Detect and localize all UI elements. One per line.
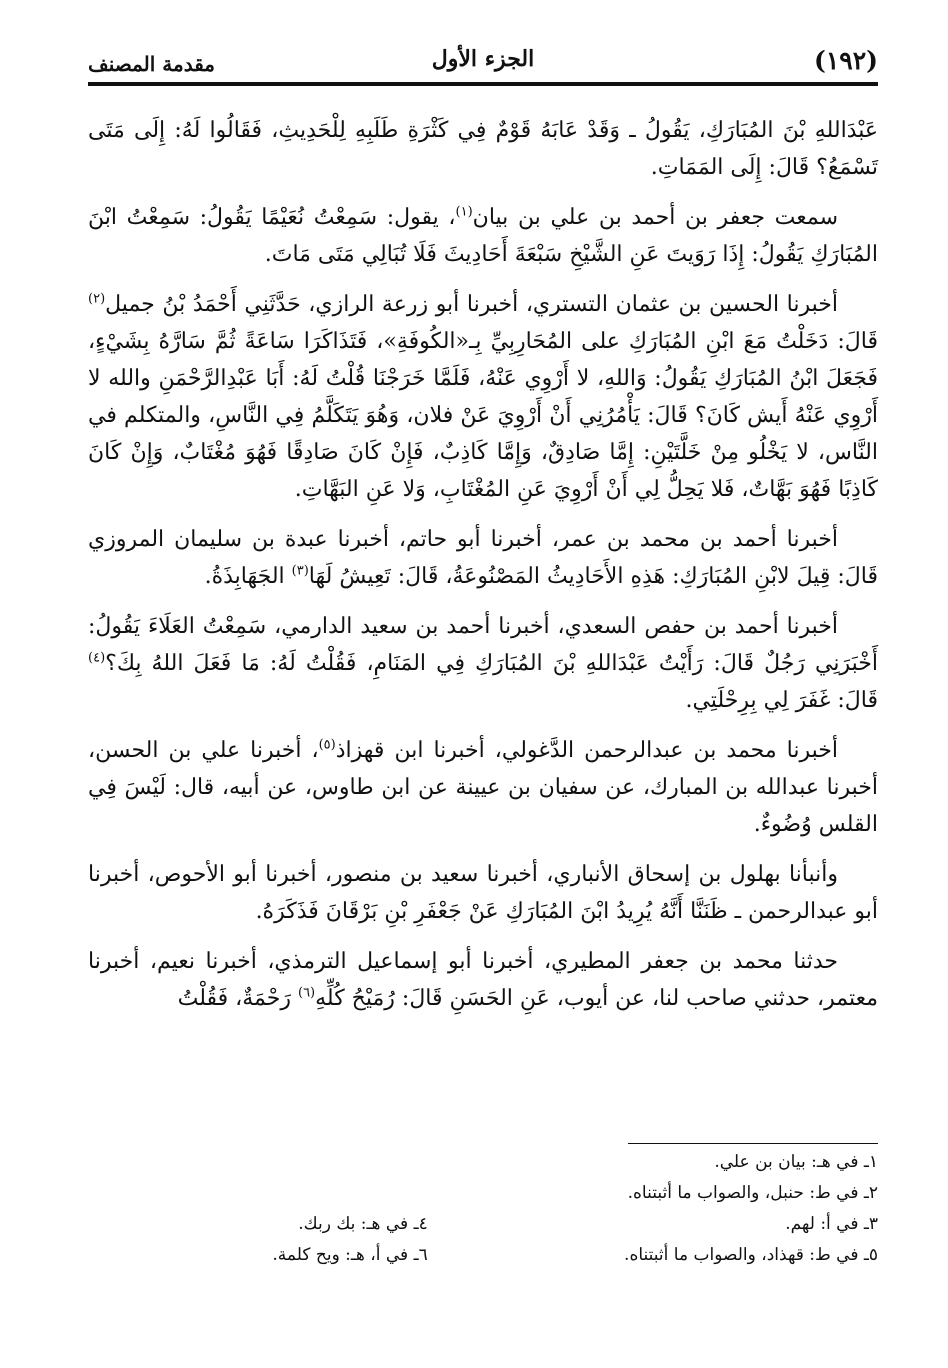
section-title: مقدمة المصنف — [88, 52, 216, 76]
footnote-row — [88, 1178, 878, 1209]
paragraph-6: أخبرنا محمد بن عبدالرحمن الدَّغولي، أخبرنا ابن قهزاذ$^{(٥)}$، أخبرنا علي بن الحسن، أخبرنا عبدالله بن المبارك، عن سفيان بن عيينة عن ابن طاوس، عن أبيه، قال: لَيْسَ فِي القلس وُضُوءٌ. — [88, 737, 878, 837]
paragraph-1: عَبْدَاللهِ بْنَ المُبَارَكِ، يَقُولُ ـ وَقَدْ عَابَهُ قَوْمٌ فِي كَثْرَةِ طَلَبِهِ لِلْحَدِيثِ، فَقَالُوا لَهُ: إِلَى مَتَى تَسْمَعُ؟ قَالَ: إِلَى المَمَاتِ. — [88, 118, 878, 180]
footnote-ref-2: (٢) — [88, 291, 106, 307]
paragraph-3: أخبرنا الحسين بن عثمان التستري، أخبرنا أبو زرعة الرازي، حَدَّثَنِي أَحْمَدُ بْنُ جميل$^{(٢)}$ قَالَ: دَخَلْتُ مَعَ ابْنِ المُبَارَكِ على المُحَارِبِيِّ بِـ«الكُوفَةِ»، فَتَذَاكَرَا سَاعَةً ثُمَّ سَارَّهُ بِشَيْءٍ، فَجَعَلَ ابْنُ المُبَارَكِ يَقُولُ: وَاللهِ، لا أَرْوِي عَنْهُ، فَلَمَّا خَرَجْنَا قُلْتُ لَهُ: أَبَا عَبْدِالرَّحْمَنِ والله لا أَرْوِي عَنْهُ أَيش كَانَ؟ قَالَ: يَأْمُرُنِي أَنْ أَرْوِيَ عَنْ فلان، وَهُوَ يَتَكَلَّمُ فِي النَّاسِ، والمتكلم في النَّاس، لا يَخْلُو مِنْ خَلَّتَيْنِ: إِمَّا صَادِقٌ، وَإِمَّا كَاذِبٌ، فَإِنْ كَانَ صَادِقًا فَهُوَ مُغْتَابٌ، وَإِنْ كَانَ كَاذِبًا فَهُوَ بَهَّاتٌ، فَلا يَحِلُّ لِي أَنْ أَرْوِيَ عَنِ المُغْتَابِ، وَلا عَنِ البَهَّاتِ. — [88, 291, 878, 502]
footnotes — [88, 1147, 878, 1271]
page-number: (١٩٢) — [814, 46, 878, 75]
footnote-1: ١ـ في هـ: بيان بن علي. — [714, 1152, 878, 1172]
paragraph-4: أخبرنا أحمد بن محمد بن عمر، أخبرنا أبو حاتم، أخبرنا عبدة بن سليمان المروزي قَالَ: قِيلَ لابْنِ المُبَارَكِ: هَذِهِ الأَحَادِيثُ المَصْنُوعَةُ، قَالَ: تَعِيشُ لَهَا$^{(٣)}$ الجَهَابِذَةُ. — [88, 527, 878, 589]
footnote-ref-4: (٤) — [88, 650, 106, 666]
footnote-4: ٤ـ في هـ: بك ربك. — [298, 1214, 428, 1234]
paragraph-5: أخبرنا أحمد بن حفص السعدي، أخبرنا أحمد بن سعيد الدارمي، سَمِعْتُ العَلَاءَ يَقُولُ: أَخْبَرَنِي رَجُلٌ قَالَ: رَأَيْتُ عَبْدَاللهِ بْنَ المُبَارَكِ فِي المَنَامِ، فَقُلْتُ لَهُ: مَا فَعَلَ اللهُ بِكَ؟$^{(٤)}$ قَالَ: غَفَرَ لِي بِرِحْلَتِي. — [88, 614, 878, 713]
footnote-ref-5: (٥) — [318, 737, 336, 753]
paragraph-7: وأنبأنا بهلول بن إسحاق الأنباري، أخبرنا سعيد بن منصور، أخبرنا أبو الأحوص، أخبرنا أبو عبدالرحمن ـ ظَنَنَّا أَنَّهُ يُرِيدُ ابْنَ المُبَارَكِ عَنْ جَعْفَرِ بْنِ بَرْقَانَ فَذَكَرَهُ. — [88, 862, 878, 924]
footnote-row — [88, 1147, 878, 1178]
footnote-5: ٥ـ في ط: قهذاد، والصواب ما أثبتناه. — [624, 1245, 878, 1265]
page-header — [88, 40, 878, 80]
paragraph-2: سمعت جعفر بن أحمد بن علي بن بيان$^{(١)}$، يقول: سَمِعْتُ نُعَيْمًا يَقُولُ: سَمِعْتُ ابْنَ المُبَارَكِ يَقُولُ: إِذَا رَوَيتَ عَنِ الشَّيْخِ سَبْعَةَ أَحَادِيثَ فَلَا تُبَالِي مَتَى مَاتَ. — [88, 204, 878, 267]
paragraph-8: حدثنا محمد بن جعفر المطيري، أخبرنا أبو إسماعيل الترمذي، أخبرنا نعيم، أخبرنا معتمر، حدثني صاحب لنا، عن أيوب، عَنِ الحَسَنِ قَالَ: رُمَيْحُ كُلِّهِ$^{(٦)}$ رَحْمَةٌ، فَقُلْتُ — [88, 949, 878, 1011]
footnote-divider — [628, 1143, 878, 1144]
footnote-row — [88, 1240, 878, 1271]
header-divider — [88, 82, 878, 86]
footnote-3: ٣ـ في أ: لهم. — [785, 1214, 878, 1234]
footnote-row — [88, 1209, 878, 1240]
footnote-ref-1: (١) — [455, 204, 473, 220]
footnote-2: ٢ـ في ط: حنبل، والصواب ما أثبتناه. — [627, 1183, 878, 1203]
footnote-6: ٦ـ في أ، هـ: ويح كلمة. — [272, 1245, 428, 1265]
footnote-ref-3: (٣) — [291, 563, 309, 579]
footnote-ref-6: (٦) — [297, 985, 316, 1001]
main-text — [88, 112, 878, 1030]
volume-title: الجزء الأول — [431, 46, 535, 72]
